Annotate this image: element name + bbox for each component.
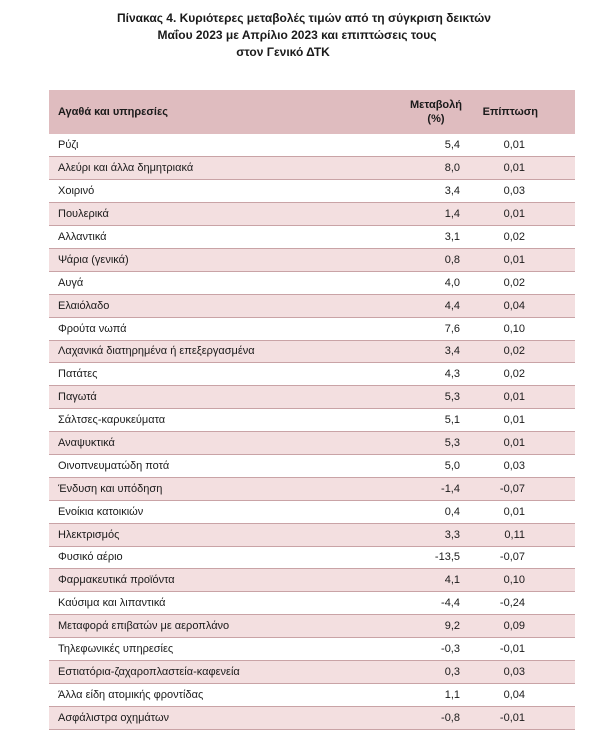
row-item: Παγωτά <box>49 386 360 409</box>
row-item: Σάλτσες-καρυκεύματα <box>58 414 166 427</box>
table-row <box>49 615 575 638</box>
table-row <box>49 340 575 363</box>
table-title <box>0 10 600 61</box>
table-row <box>49 638 575 661</box>
table-row <box>49 134 575 157</box>
table-row <box>49 683 575 706</box>
row-impact: 0,02 <box>503 276 525 289</box>
row-impact: 0,03 <box>503 185 525 198</box>
row-impact: 0,10 <box>503 322 525 335</box>
row-item: Μεταφορά επιβατών με αεροπλάνο <box>49 615 360 638</box>
row-change: -0,8 <box>360 706 464 729</box>
row-impact: 0,09 <box>464 615 575 638</box>
row-impact: 0,01 <box>464 432 575 455</box>
table-row <box>49 546 575 569</box>
row-item: Πατάτες <box>58 368 98 381</box>
table-body <box>49 134 575 729</box>
row-change: 0,3 <box>360 660 464 683</box>
row-change: 5,3 <box>360 386 464 409</box>
row-item: Άλλα είδη ατομικής φροντίδας <box>58 688 204 701</box>
table-row <box>49 592 575 615</box>
row-change: 5,1 <box>444 414 460 427</box>
price-changes-table <box>49 90 575 730</box>
header-impact: Επίπτωση <box>482 106 538 118</box>
row-impact: 0,04 <box>503 688 525 701</box>
row-impact: -0,07 <box>464 477 575 500</box>
row-item: Αυγά <box>58 276 84 289</box>
row-change: 0,8 <box>360 248 464 271</box>
header-change-unit: (%) <box>427 113 445 125</box>
row-change: 5,0 <box>444 459 460 472</box>
table-row <box>49 271 575 294</box>
row-impact: 0,01 <box>464 157 575 180</box>
row-change: 4,3 <box>444 368 460 381</box>
row-item: Καύσιμα και λιπαντικά <box>58 597 166 610</box>
table-row <box>49 317 575 340</box>
row-item: Ψάρια (γενικά) <box>49 248 360 271</box>
row-change: -0,3 <box>441 643 460 656</box>
row-change: 4,0 <box>444 276 460 289</box>
row-impact: 0,01 <box>503 139 525 152</box>
row-item: Ένδυση και υπόδηση <box>49 477 360 500</box>
row-impact: 0,03 <box>503 459 525 472</box>
row-item: Χοιρινό <box>58 185 95 198</box>
table-row <box>49 386 575 409</box>
table-row <box>49 363 575 386</box>
table-row <box>49 226 575 249</box>
row-change: 7,6 <box>444 322 460 335</box>
row-change: 4,1 <box>360 569 464 592</box>
table-row <box>49 409 575 432</box>
row-impact: -0,01 <box>464 706 575 729</box>
row-item: Πουλερικά <box>49 203 360 226</box>
table-row <box>49 454 575 477</box>
row-change: 3,4 <box>444 185 460 198</box>
table-row <box>49 248 575 271</box>
row-item: Αναψυκτικά <box>49 432 360 455</box>
row-impact: 0,02 <box>503 231 525 243</box>
table-row <box>49 569 575 592</box>
row-change: 0,4 <box>444 505 460 518</box>
row-item: Οινοπνευματώδη ποτά <box>58 459 170 472</box>
row-change: 5,4 <box>444 139 460 152</box>
row-impact: 0,02 <box>503 368 525 381</box>
row-impact: 0,01 <box>464 203 575 226</box>
row-item: Ελαιόλαδο <box>49 294 360 317</box>
row-item: Φαρμακευτικά προϊόντα <box>49 569 360 592</box>
table-row <box>49 432 575 455</box>
table-row <box>49 157 575 180</box>
row-item: Φρούτα νωπά <box>58 322 127 335</box>
title-line-3: στον Γενικό ΔΤΚ <box>236 45 330 59</box>
row-item: Ρύζι <box>58 139 79 152</box>
table-row <box>49 660 575 683</box>
row-change: -13,5 <box>434 551 460 564</box>
table-row <box>49 706 575 729</box>
row-impact: 0,10 <box>464 569 575 592</box>
row-change: 1,4 <box>360 203 464 226</box>
row-change: 3,3 <box>360 523 464 546</box>
table-row <box>49 477 575 500</box>
row-impact: 0,01 <box>503 414 525 427</box>
row-change: 4,4 <box>360 294 464 317</box>
row-item: Εστιατόρια-ζαχαροπλαστεία-καφενεία <box>49 660 360 683</box>
row-impact: 0,01 <box>464 386 575 409</box>
table-row <box>49 500 575 523</box>
table-row <box>49 180 575 203</box>
row-change: 3,1 <box>444 231 460 243</box>
title-line-1: Πίνακας 4. Κυριότερες μεταβολές τιμών από τη σύγκριση δεικτών <box>117 11 491 25</box>
row-item: Φυσικό αέριο <box>58 551 123 564</box>
header-change <box>360 90 464 134</box>
row-item: Αλλαντικά <box>58 231 107 243</box>
table-header-row <box>49 90 575 134</box>
row-change: 1,1 <box>444 688 460 701</box>
table-row <box>49 203 575 226</box>
row-impact: 0,01 <box>503 505 525 518</box>
row-change: 9,2 <box>360 615 464 638</box>
header-change-label: Μεταβολή <box>409 99 462 111</box>
row-impact: 0,03 <box>464 660 575 683</box>
row-item: Λαχανικά διατηρημένα ή επεξεργασμένα <box>49 340 360 363</box>
row-item: Τηλεφωνικές υπηρεσίες <box>58 643 174 656</box>
row-item: Ηλεκτρισμός <box>49 523 360 546</box>
table-row <box>49 294 575 317</box>
row-impact: -0,07 <box>499 551 525 564</box>
row-item: Ενοίκια κατοικιών <box>58 505 144 518</box>
row-impact: -0,01 <box>499 643 525 656</box>
row-item: Ασφάλιστρα οχημάτων <box>49 706 360 729</box>
row-change: 8,0 <box>360 157 464 180</box>
row-item: Αλεύρι και άλλα δημητριακά <box>49 157 360 180</box>
title-line-2: Μαΐου 2023 με Απρίλιο 2023 και επιπτώσεις τους <box>157 28 437 42</box>
row-impact: 0,01 <box>464 248 575 271</box>
header-item: Αγαθά και υπηρεσίες <box>58 106 168 118</box>
row-impact: 0,11 <box>464 523 575 546</box>
row-change: -1,4 <box>360 477 464 500</box>
table-row <box>49 523 575 546</box>
row-change: -4,4 <box>441 597 460 610</box>
row-impact: 0,04 <box>464 294 575 317</box>
row-change: 3,4 <box>360 340 464 363</box>
row-impact: -0,24 <box>499 597 525 610</box>
row-impact: 0,02 <box>464 340 575 363</box>
row-change: 5,3 <box>360 432 464 455</box>
